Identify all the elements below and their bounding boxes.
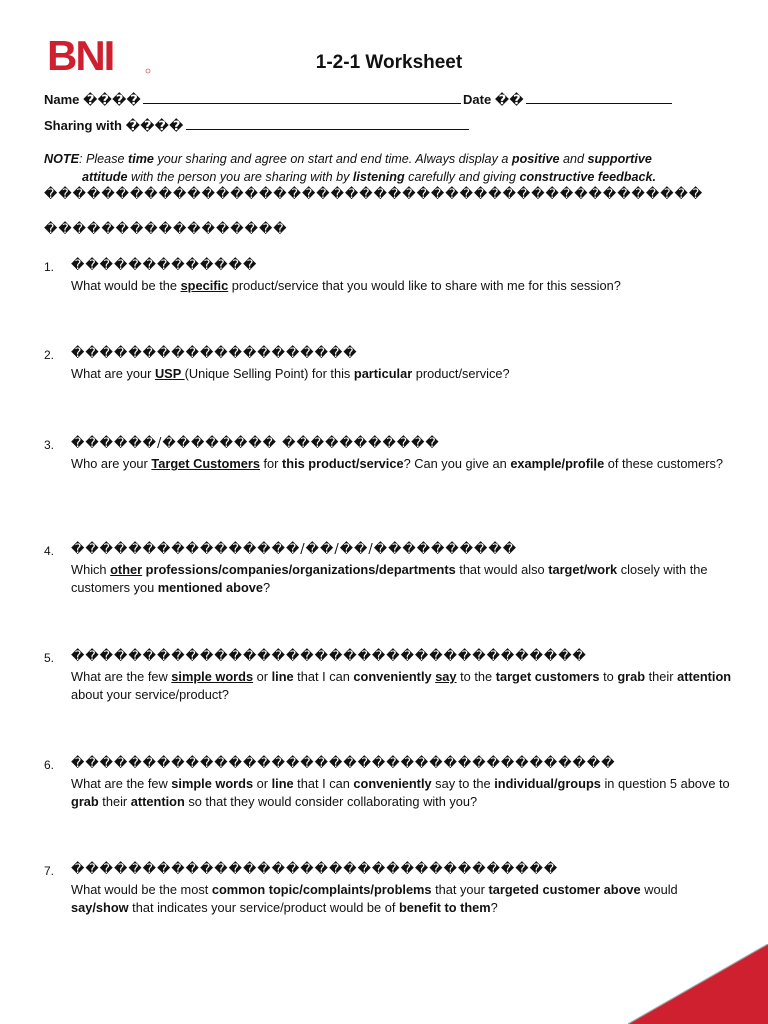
question-keyword: target customers [495,669,600,684]
question-en [71,561,734,597]
note-emphasis: attitude [82,170,128,184]
question-text: ? Can you give an [403,456,511,471]
question-keyword: example/profile [510,456,605,471]
question-number: 6. [44,758,55,772]
note-text: your sharing and agree on start and end time. Always display a [153,152,512,166]
corner-accent [628,944,768,1024]
question-text: of these customers? [604,456,723,471]
question-1 [44,258,734,295]
page-title: 1-2-1 Worksheet [315,52,463,73]
question-keyword: particular [353,366,413,381]
sharing-with-blank[interactable] [186,117,469,130]
note-indent [44,170,127,184]
question-text: that your [431,882,489,897]
question-keyword: professions/companies/organizations/departments [142,562,456,577]
question-en [71,775,734,811]
question-text: ? [263,580,271,595]
note-emphasis: supportive [587,152,652,166]
question-text: What would be the most [71,882,212,897]
question-text: Who are your [71,456,152,471]
question-keyword: simple words [171,669,254,684]
note-paragraph [44,150,734,186]
sharing-with-field[interactable] [44,117,469,134]
question-text: that indicates your service/product would be of [128,900,399,915]
question-text: What are the few [71,776,172,791]
note-lead: NOTE [44,152,79,166]
question-zh: ������/�������� ����������� [71,436,440,451]
question-keyword: targeted customer above [488,882,641,897]
question-5 [44,649,734,704]
name-blank[interactable] [143,91,461,104]
question-number: 5. [44,651,55,665]
question-text: or [253,669,272,684]
question-number: 3. [44,438,55,452]
name-field[interactable] [44,91,461,108]
question-text: would [640,882,678,897]
question-zh: ����������������/��/��/���������� [71,542,518,557]
question-keyword: say/show [71,900,129,915]
question-6 [44,756,734,811]
question-keyword: other [110,562,143,577]
question-text: or [253,776,272,791]
question-text: ? [490,900,498,915]
question-text: What are your [71,366,155,381]
question-text: to the [456,669,496,684]
question-keyword: individual/groups [494,776,601,791]
question-keyword: Target Customers [151,456,260,471]
note-translation: ���������������������������������������������� [44,187,704,202]
question-keyword: this product/service [281,456,404,471]
question-zh: �������������������������������������� [71,756,616,771]
note-text: and [559,152,588,166]
question-keyword: USP [154,366,185,381]
name-label: Name ���� [44,92,141,107]
question-keyword: conveniently [353,669,432,684]
question-number: 2. [44,348,55,362]
question-text: closely with the customers you [71,562,708,595]
question-text: product/service that you would like to share with me for this session? [228,278,621,293]
question-text: product/service? [412,366,510,381]
question-text: their [98,794,131,809]
note-text: with the person you are sharing with by [127,170,353,184]
note-text: carefully and giving [404,170,520,184]
question-keyword: grab [617,669,646,684]
bni-logo-text: BNI [47,36,114,76]
question-en [71,365,734,383]
question-text: What would be the [71,278,181,293]
question-2 [44,346,734,383]
question-keyword: say [435,669,457,684]
question-text: say to the [431,776,495,791]
question-keyword: grab [71,794,99,809]
question-number: 7. [44,864,55,878]
question-text: (Unique Selling Point) for this [184,366,354,381]
date-blank[interactable] [526,91,672,104]
question-number: 1. [44,260,55,274]
note-text: : Please [78,152,128,166]
question-text: so that they would consider collaborating with you? [184,794,478,809]
question-text: that I can [293,776,354,791]
question-keyword: common topic/complaints/problems [211,882,432,897]
question-en [71,277,734,295]
question-text: their [645,669,678,684]
question-text: in question 5 above to [600,776,730,791]
question-text: that would also [455,562,549,577]
note-emphasis: positive [511,152,560,166]
question-text: that I can [293,669,354,684]
question-4 [44,542,734,597]
question-7 [44,862,734,917]
question-keyword: conveniently [353,776,432,791]
question-text: What are the few [71,669,172,684]
question-zh: ������������������������������������ [71,649,587,664]
question-text: about your service/product? [71,687,229,702]
question-zh: ������������� [71,258,258,273]
question-keyword: mentioned above [157,580,264,595]
question-text: Which [71,562,111,577]
note-emphasis: constructive feedback. [519,170,656,184]
question-en [71,881,734,917]
question-number: 4. [44,544,55,558]
question-keyword: line [271,776,294,791]
question-en [71,455,734,473]
note-subheading: ����������������� [44,222,288,237]
question-keyword: line [271,669,294,684]
question-zh: ���������������������������������� [71,862,559,877]
question-keyword: attention [130,794,185,809]
question-en [71,668,734,704]
question-3 [44,436,734,473]
question-keyword: benefit to them [398,900,491,915]
question-keyword: target/work [548,562,618,577]
question-keyword: specific [180,278,229,293]
question-keyword: simple words [171,776,254,791]
sharing-with-label: Sharing with ���� [44,118,184,133]
date-field[interactable] [463,91,672,108]
note-emphasis: listening [352,170,405,184]
question-keyword: attention [677,669,732,684]
note-emphasis: time [128,152,154,166]
question-text: for [259,456,282,471]
question-zh: �������������������� [71,346,358,361]
date-label: Date �� [463,92,524,107]
question-text: to [599,669,618,684]
